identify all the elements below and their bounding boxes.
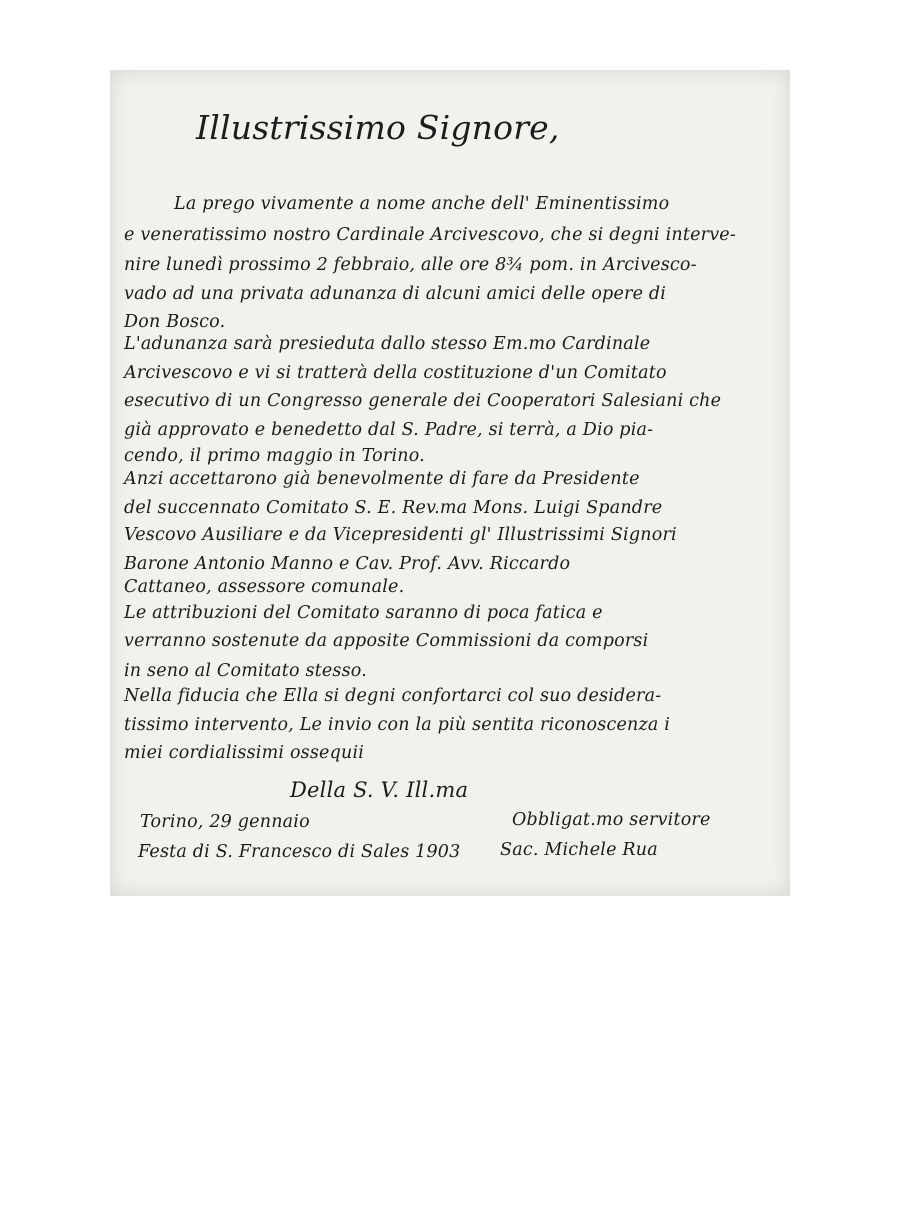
body-line: Nella fiducia che Ella si degni confortarci col suo desidera- <box>124 686 662 706</box>
body-line: cendo, il primo maggio in Torino. <box>124 446 425 466</box>
date-line: Torino, 29 gennaio <box>140 812 310 832</box>
body-line: La prego vivamente a nome anche dell' Eminentissimo <box>174 194 670 214</box>
body-line: miei cordialissimi ossequii <box>124 743 365 763</box>
body-line: verranno sostenute da apposite Commissioni da comporsi <box>124 631 649 651</box>
letter-page <box>110 70 790 896</box>
body-line: in seno al Comitato stesso. <box>124 661 367 681</box>
body-line: vado ad una privata adunanza di alcuni amici delle opere di <box>124 284 667 304</box>
body-line: tissimo intervento, Le invio con la più sentita riconoscenza i <box>124 715 671 735</box>
body-line: Anzi accettarono già benevolmente di fare da Presidente <box>124 469 640 489</box>
body-line: L'adunanza sarà presieduta dallo stesso Em.mo Cardinale <box>124 334 651 354</box>
body-line: del succennato Comitato S. E. Rev.ma Mons. Luigi Spandre <box>124 498 663 518</box>
body-line: e veneratissimo nostro Cardinale Arcivescovo, che si degni interve- <box>124 225 736 245</box>
body-line: Cattaneo, assessore comunale. <box>124 577 405 597</box>
body-line: Vescovo Ausiliare e da Vicepresidenti gl' Illustrissimi Signori <box>124 525 677 545</box>
body-line: Barone Antonio Manno e Cav. Prof. Avv. Riccardo <box>124 554 571 574</box>
courtesy-line: Della S. V. Ill.ma <box>290 778 469 802</box>
body-line: già approvato e benedetto dal S. Padre, si terrà, a Dio pia- <box>124 420 654 440</box>
body-line: nire lunedì prossimo 2 febbraio, alle ore 8¾ pom. in Arcivesco- <box>124 255 697 275</box>
body-line: Arcivescovo e vi si tratterà della costituzione d'un Comitato <box>124 363 667 383</box>
body-line: Le attribuzioni del Comitato saranno di poca fatica e <box>124 603 603 623</box>
salutation: Illustrissimo Signore, <box>196 108 560 147</box>
body-line: Don Bosco. <box>124 312 226 332</box>
signature-title: Obbligat.mo servitore <box>512 810 711 830</box>
body-line: esecutivo di un Congresso generale dei Cooperatori Salesiani che <box>124 391 722 411</box>
feast-line: Festa di S. Francesco di Sales 1903 <box>138 842 461 862</box>
signature-name: Sac. Michele Rua <box>500 840 658 860</box>
